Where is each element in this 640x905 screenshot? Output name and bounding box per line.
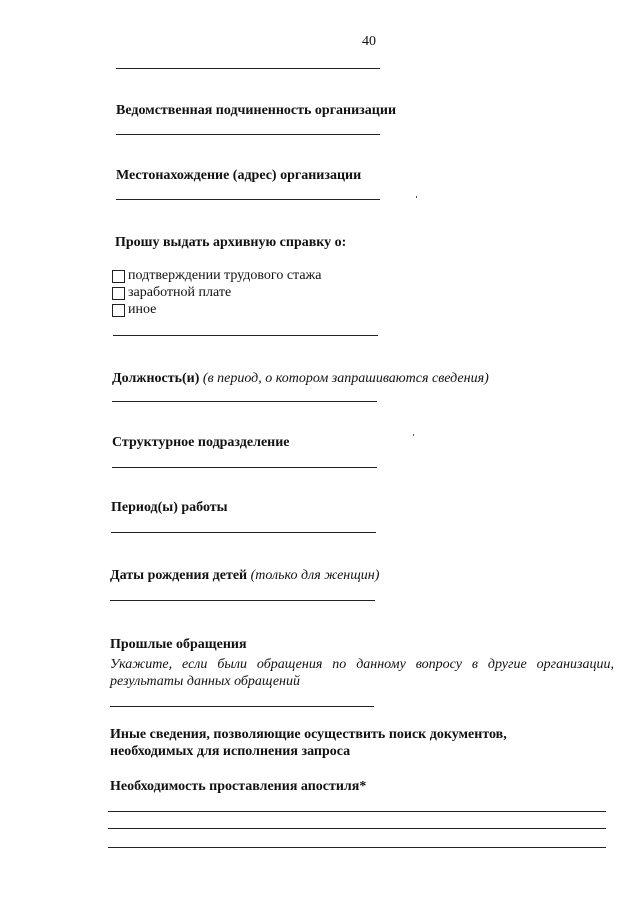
- unit-heading: Структурное подразделение: [112, 435, 290, 450]
- option-salary[interactable]: [112, 285, 231, 301]
- option-label: заработной плате: [128, 285, 232, 300]
- location-heading: Местонахождение (адрес) организации: [116, 168, 362, 183]
- past-requests-hint-line1: Укажите, если были обращения по данному вопросу в другие организации,: [110, 657, 614, 672]
- position-fill-line[interactable]: [112, 401, 377, 402]
- past-requests-heading: Прошлые обращения: [110, 637, 247, 652]
- past-requests-hint-line2: результаты данных обращений: [110, 674, 300, 689]
- checkbox[interactable]: [112, 270, 125, 283]
- apostille-heading: Необходимость проставления апостиля*: [110, 779, 367, 794]
- children-fill-line[interactable]: [110, 600, 375, 601]
- work-period-fill-line[interactable]: [111, 532, 376, 533]
- work-period-heading: Период(ы) работы: [111, 500, 228, 515]
- position-note: (в период, о котором запрашиваются сведения): [202, 371, 489, 386]
- option-label: подтверждении трудового стажа: [128, 268, 322, 283]
- checkbox[interactable]: [112, 287, 125, 300]
- option-work-experience[interactable]: [112, 268, 321, 284]
- position-heading: [112, 371, 489, 387]
- children-heading-label: Даты рождения детей: [110, 568, 248, 583]
- children-heading: [110, 568, 379, 584]
- other-info-heading-line2: необходимых для исполнения запроса: [110, 744, 351, 759]
- page-number: 40: [362, 34, 376, 49]
- children-note: (только для женщин): [250, 568, 380, 583]
- unit-fill-line[interactable]: [112, 467, 377, 468]
- checkbox[interactable]: [112, 304, 125, 317]
- apostille-fill-line-1[interactable]: [108, 811, 606, 812]
- past-requests-fill-line[interactable]: [110, 706, 374, 707]
- request-heading: Прошу выдать архивную справку о:: [115, 235, 347, 250]
- apostille-fill-line-2[interactable]: [108, 828, 606, 829]
- option-other[interactable]: [112, 302, 156, 318]
- option-label: иное: [128, 302, 157, 317]
- location-fill-line[interactable]: [116, 199, 380, 200]
- scan-speck: [413, 434, 414, 436]
- other-fill-line[interactable]: [113, 335, 378, 336]
- department-heading: Ведомственная подчиненность организации: [116, 103, 397, 118]
- scan-speck: [416, 196, 417, 198]
- apostille-fill-line-3[interactable]: [108, 847, 606, 848]
- top-fill-line[interactable]: [116, 68, 380, 69]
- position-heading-label: Должность(и): [112, 371, 200, 386]
- department-fill-line[interactable]: [116, 134, 380, 135]
- other-info-heading-line1: Иные сведения, позволяющие осуществить поиск документов,: [110, 727, 507, 742]
